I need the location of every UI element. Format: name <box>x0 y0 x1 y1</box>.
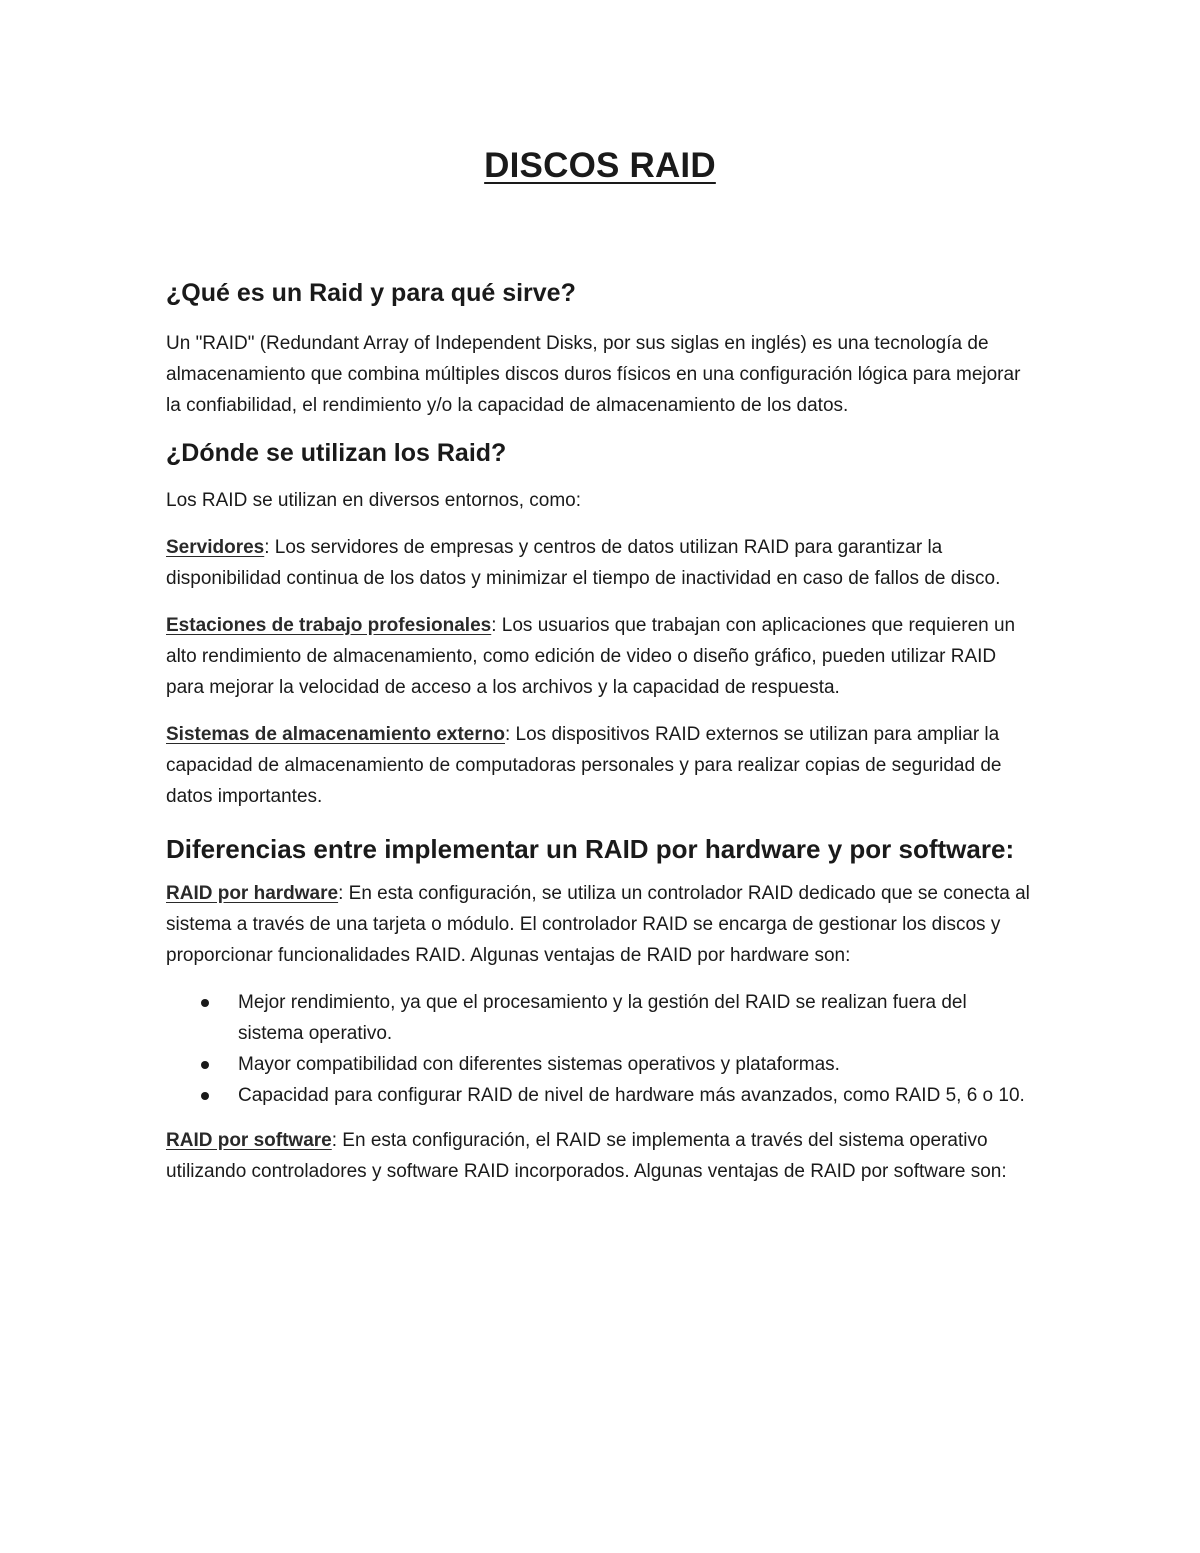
usage-text: : Los dispositivos RAID externos se utilizan para ampliar la capacidad de almacenamiento de computadoras personales y para realizar copias de seguridad de datos importantes. <box>166 724 1002 807</box>
usage-item-external-storage <box>166 719 1034 812</box>
bullet-icon <box>201 999 209 1007</box>
usage-text: : Los usuarios que trabajan con aplicaciones que requieren un alto rendimiento de almacenamiento, como edición de video o diseño gráfico, pueden utilizar RAID para mejorar la velocidad de acceso a los archivos y la capacidad de respuesta. <box>166 615 1016 698</box>
list-item <box>238 1080 1034 1111</box>
section-heading-differences: Diferencias entre implementar un RAID por hardware y por software: <box>166 834 1015 864</box>
usage-term: Servidores <box>166 537 265 558</box>
list-item <box>238 987 1034 1049</box>
raid-software-text: : En esta configuración, el RAID se implementa a través del sistema operativo utilizando controladores y software RAID incorporados. Algunas ventajas de RAID por software son: <box>166 1130 1007 1182</box>
raid-hardware-paragraph <box>166 878 1034 971</box>
document-title: DISCOS RAID <box>484 146 716 185</box>
raid-hardware-term: RAID por hardware <box>166 883 339 904</box>
list-item-text: Mayor compatibilidad con diferentes sistemas operativos y plataformas. <box>238 1054 840 1075</box>
list-item <box>238 1049 1034 1080</box>
hardware-advantages-list <box>166 987 1034 1111</box>
section-intro-where-used: Los RAID se utilizan en diversos entornos, como: <box>166 490 582 511</box>
section-body-what-is-raid: Un "RAID" (Redundant Array of Independent Disks, por sus siglas en inglés) es una tecnología de almacenamiento que combina múltiples discos duros físicos en una configuración lógica para mejorar la confiabilidad, el rendimiento y/o la capacidad de almacenamiento de los datos. <box>166 333 1021 416</box>
list-item-text: Capacidad para configurar RAID de nivel de hardware más avanzados, como RAID 5, 6 o 10. <box>238 1085 1025 1106</box>
bullet-icon <box>201 1061 209 1069</box>
usage-text: : Los servidores de empresas y centros de datos utilizan RAID para garantizar la disponibilidad continua de los datos y minimizar el tiempo de inactividad en caso de fallos de disco. <box>166 537 1001 589</box>
usage-item-servers <box>166 532 1034 594</box>
bullet-icon <box>201 1092 209 1100</box>
usage-term: Estaciones de trabajo profesionales <box>166 615 492 636</box>
document-content <box>166 140 1034 1203</box>
usage-term: Sistemas de almacenamiento externo <box>166 724 505 745</box>
raid-software-term: RAID por software <box>166 1130 332 1151</box>
list-item-text: Mejor rendimiento, ya que el procesamiento y la gestión del RAID se realizan fuera del sistema operativo. <box>238 992 967 1044</box>
usage-item-workstations <box>166 610 1034 703</box>
raid-software-paragraph <box>166 1125 1034 1187</box>
raid-hardware-text: : En esta configuración, se utiliza un controlador RAID dedicado que se conecta al sistema a través de una tarjeta o módulo. El controlador RAID se encarga de gestionar los discos y proporcionar funcionalidades RAID. Algunas ventajas de RAID por hardware son: <box>166 883 1030 966</box>
section-heading-where-used: ¿Dónde se utilizan los Raid? <box>166 439 507 467</box>
section-heading-what-is-raid: ¿Qué es un Raid y para qué sirve? <box>166 279 576 307</box>
